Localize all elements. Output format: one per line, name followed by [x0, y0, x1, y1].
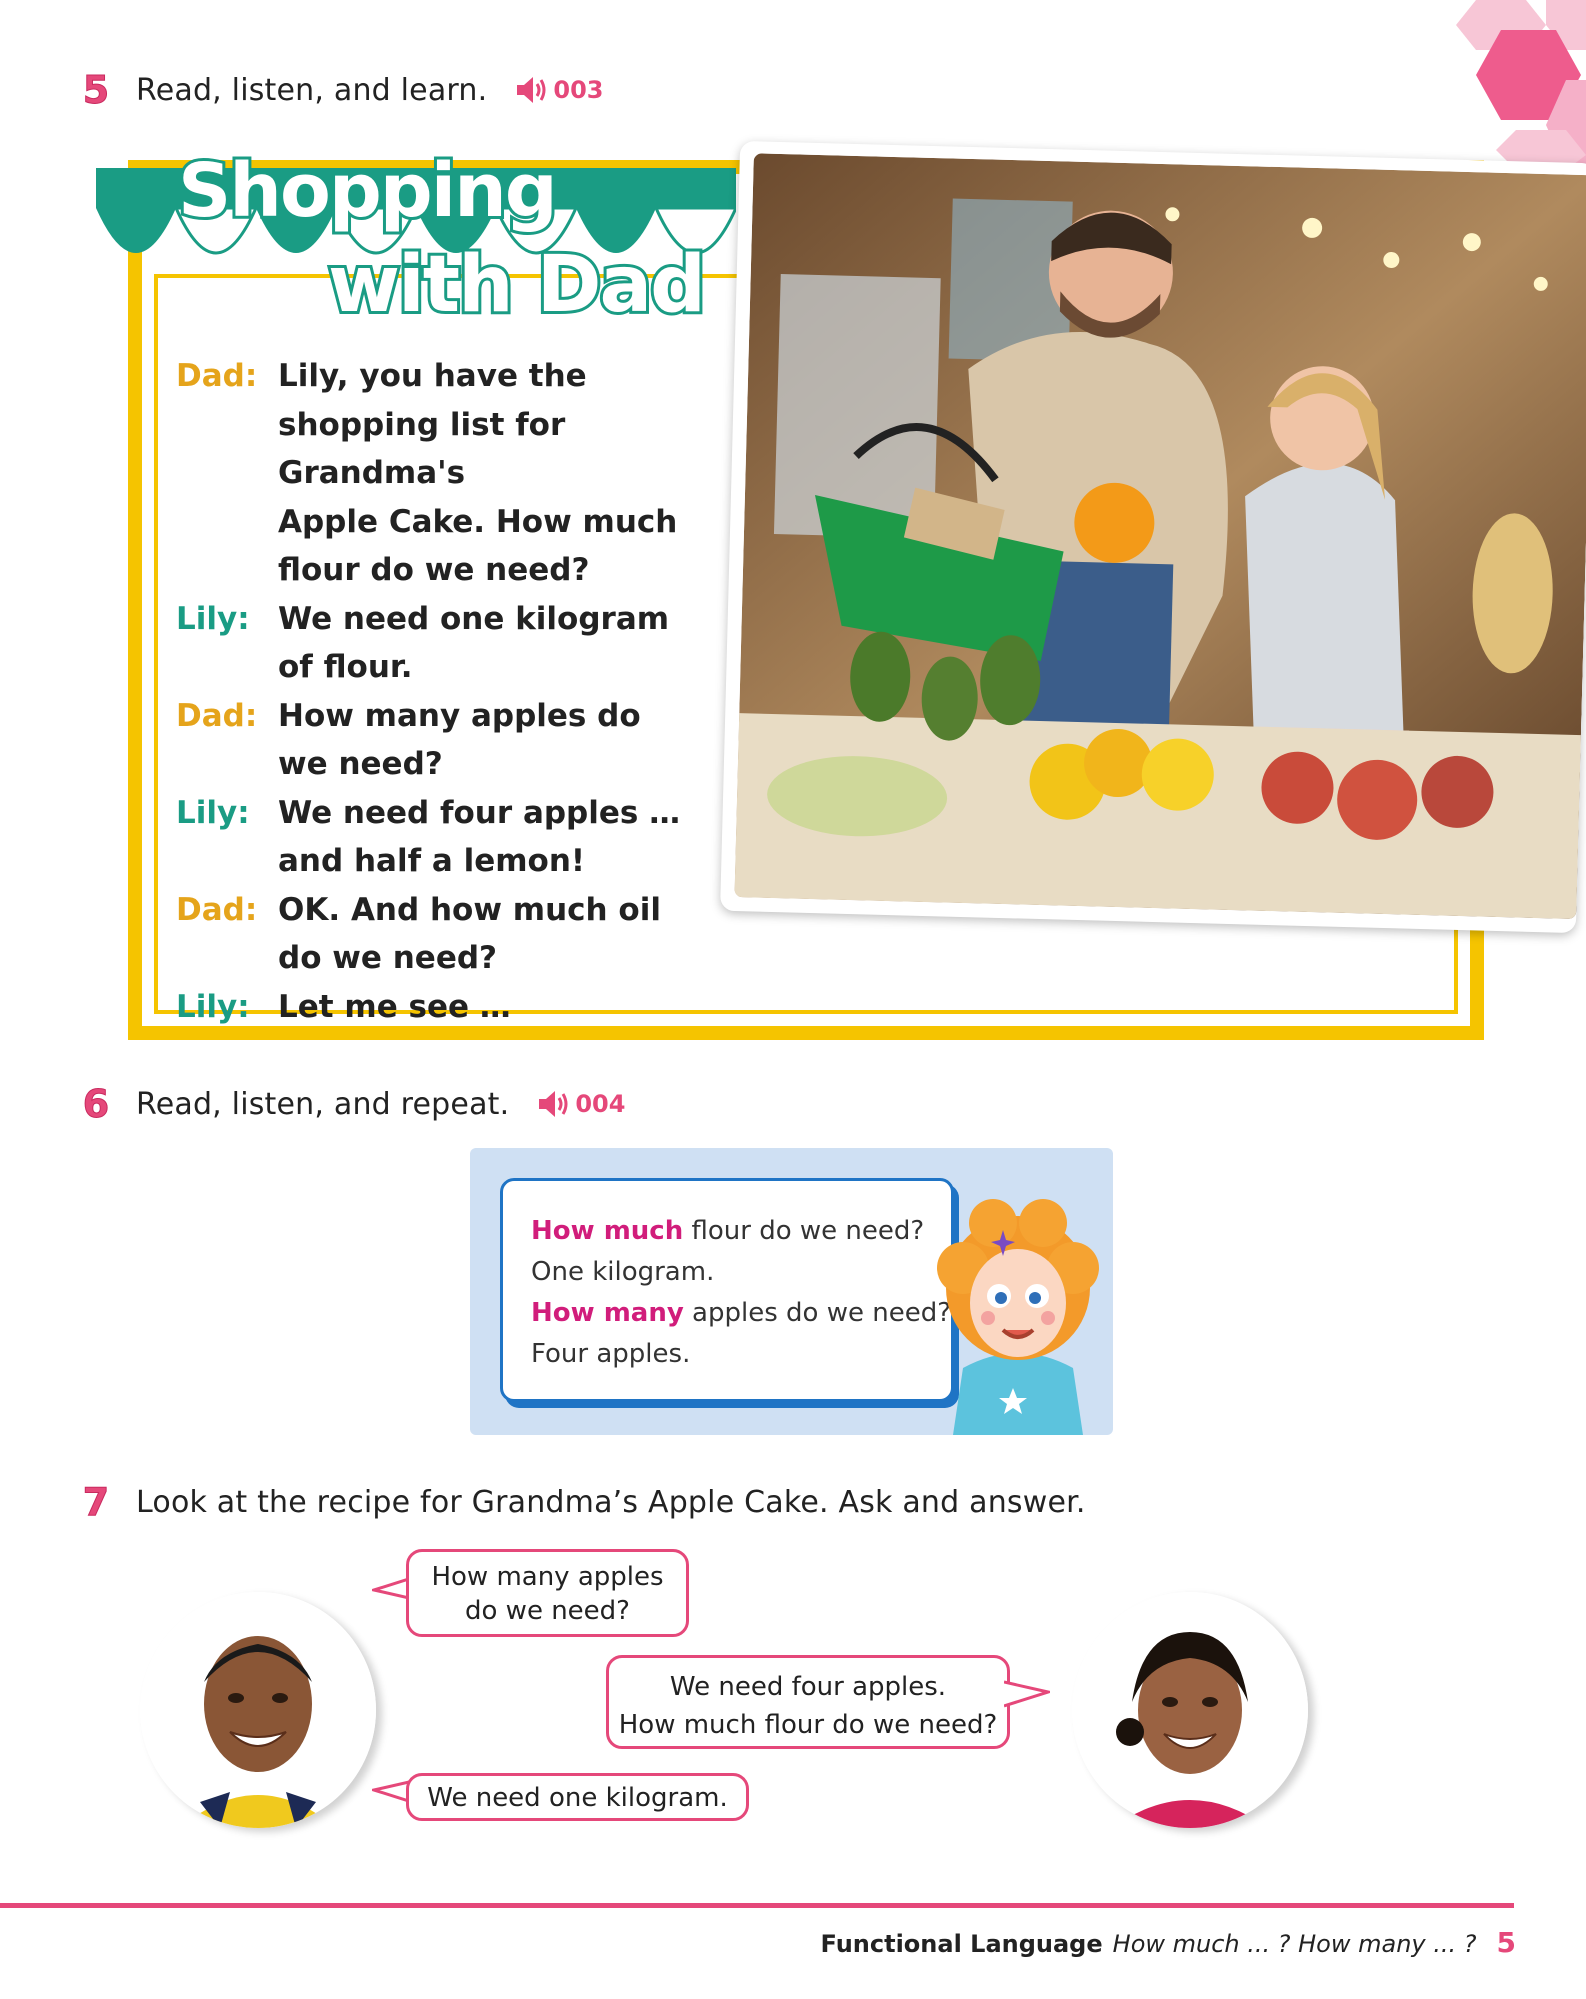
speech-bubble-question-apples: [406, 1549, 689, 1637]
page-number: 5: [1496, 1926, 1516, 1959]
speech-line: How many apples do: [278, 697, 641, 734]
footer-rule: [0, 1903, 1514, 1908]
speaker-icon: [537, 1089, 571, 1119]
speaker-icon: [515, 75, 549, 105]
boy-photo: [140, 1592, 376, 1828]
title-line-1: Shopping: [178, 148, 556, 234]
dialogue: [176, 352, 736, 1031]
section-instruction: Read, listen, and repeat.: [136, 1086, 510, 1122]
speaker-lily: Lily:: [176, 988, 250, 1025]
section-number: 5: [82, 68, 110, 112]
section-number: 6: [82, 1082, 110, 1126]
speaker-lily: Lily:: [176, 794, 250, 831]
title-line-2: with Dad: [328, 240, 704, 330]
section-6-heading: [78, 1082, 625, 1126]
shopping-photo: [734, 153, 1586, 919]
section-number: 7: [82, 1480, 110, 1524]
speech-bubble-answer-flour: [406, 1773, 749, 1821]
language-line: Four apples.: [531, 1339, 691, 1369]
girl-portrait: [1072, 1592, 1308, 1828]
footer-label: Functional Language: [820, 1930, 1103, 1958]
audio-code: 004: [575, 1090, 626, 1118]
footer-topic: How much ... ? How many ... ?: [1112, 1930, 1477, 1958]
speech-line: do we need?: [278, 940, 498, 976]
girl-photo: [1072, 1592, 1308, 1828]
dialogue-line: [176, 692, 736, 789]
cartoon-girl-illustration: [933, 1188, 1103, 1435]
section-5-heading: [78, 68, 603, 112]
speaker-dad: Dad:: [176, 697, 258, 734]
dialogue-line: [176, 352, 736, 595]
speech-line: OK. And how much oil: [278, 891, 661, 928]
section-instruction: Read, listen, and learn.: [136, 72, 488, 108]
speech-text: [278, 983, 736, 1032]
speech-text: [278, 595, 736, 692]
speech-line: shopping list for Grandma's: [278, 406, 566, 491]
dialogue-line: [176, 595, 736, 692]
boy-portrait: [140, 1592, 376, 1828]
speaker-lily: Lily:: [176, 600, 250, 637]
language-lines: [531, 1211, 951, 1375]
dialogue-line: [176, 789, 736, 886]
language-line: One kilogram.: [531, 1257, 715, 1287]
language-line: [531, 1211, 951, 1252]
section-7-heading: [78, 1480, 1086, 1524]
bubble-line: How many apples: [431, 1562, 664, 1592]
speaker-dad: Dad:: [176, 891, 258, 928]
audio-track-003[interactable]: [515, 75, 603, 105]
speech-line: Lily, you have the: [278, 358, 587, 394]
speech-line: flour do we need?: [278, 552, 590, 588]
section-instruction: Look at the recipe for Grandma’s Apple Cake. Ask and answer.: [136, 1484, 1086, 1520]
dialogue-line: [176, 886, 736, 983]
highlight-how-many: How many: [531, 1298, 684, 1328]
bubble-line: How much flour do we need?: [618, 1710, 998, 1740]
speech-line: Let me see …: [278, 988, 511, 1025]
speech-text: [278, 352, 736, 595]
shopping-photo-frame: [720, 141, 1586, 933]
speech-line: Apple Cake. How much: [278, 503, 678, 540]
speech-text: [278, 789, 736, 886]
speech-line: of flour.: [278, 649, 413, 685]
page-footer: [821, 1926, 1517, 1959]
dialogue-line: [176, 983, 736, 1032]
speech-line: We need four apples …: [278, 794, 681, 831]
speech-line: We need one kilogram: [278, 600, 670, 637]
honeycomb-decoration: [1416, 0, 1586, 170]
highlight-how-much: How much: [531, 1216, 684, 1246]
bubble-line: We need four apples.: [669, 1672, 947, 1702]
bubble-tail-2: [1004, 1680, 1050, 1710]
audio-code: 003: [553, 76, 604, 104]
story-title: [178, 140, 704, 340]
speech-bubble-answer-apples: [606, 1655, 1010, 1749]
line-rest: flour do we need?: [683, 1216, 925, 1246]
bubble-line: do we need?: [465, 1596, 630, 1626]
language-card: [500, 1178, 954, 1402]
speech-text: [278, 692, 736, 789]
line-rest: apples do we need?: [683, 1298, 952, 1328]
language-box: [470, 1148, 1113, 1435]
audio-track-004[interactable]: [537, 1089, 625, 1119]
language-line: [531, 1293, 951, 1334]
speech-line: we need?: [278, 746, 443, 782]
speech-text: [278, 886, 736, 983]
bubble-line: We need one kilogram.: [427, 1783, 728, 1813]
speech-line: and half a lemon!: [278, 843, 586, 879]
speaker-dad: Dad:: [176, 358, 258, 394]
